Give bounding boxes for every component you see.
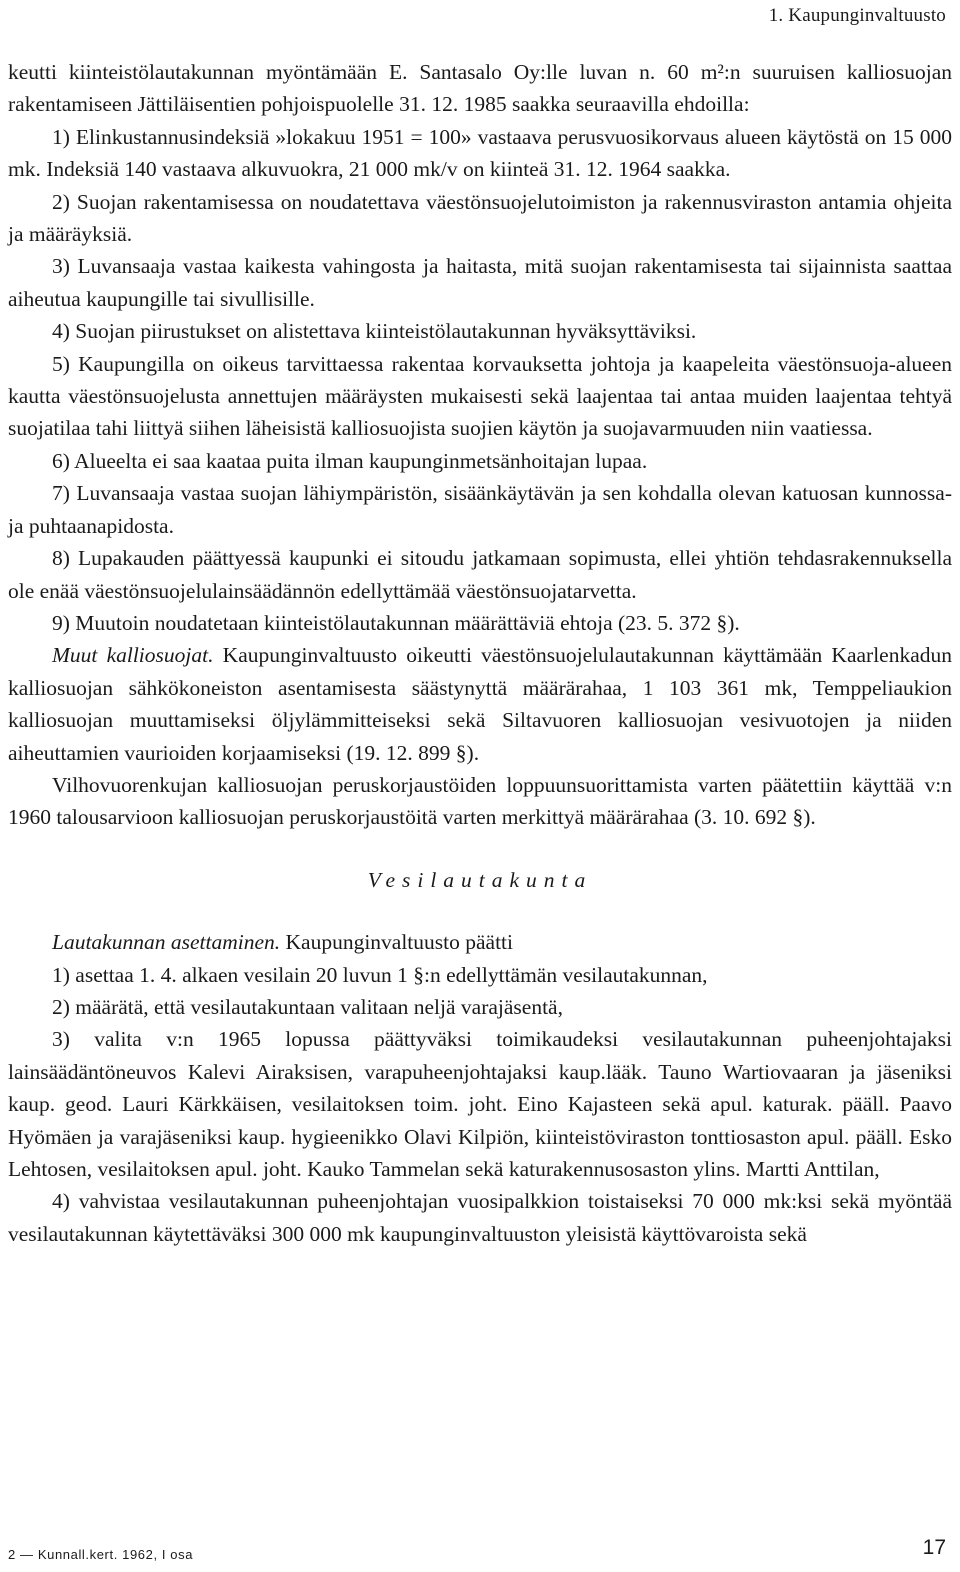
paragraph-vilhovuorenkuja: Vilhovuorenkujan kalliosuojan peruskorjaustöiden loppuunsuorittamista varten päätettiin käyttää v:n 1960 talousarvioon kalliosuojan peruskorjaustöitä varten merkittyä määrärahaa (3. 10. 692 §). [8,772,952,830]
page-number: 17 [922,1536,946,1559]
decision-4: 4) vahvistaa vesilautakunnan puheenjohtajan vuosipalkkion toistaiseksi 70 000 mk:ksi sekä myöntää vesilautakunnan käytettäväksi 300 000 mk kaupunginvaltuuston yleisistä käyttövaroista sekä [8,1189,952,1246]
paragraph-body: Kaupunginvaltuusto päätti [280,930,514,955]
footer-source-note: 2 — Kunnall.kert. 1962, I osa [8,1547,194,1562]
condition-8: 8) Lupakauden päättyessä kaupunki ei sitoudu jatkamaan sopimusta, ellei yhtiön tehdasrakennuksella ole enää väestönsuojelulainsäädännön edellyttämää väestönsuojatarvetta. [8,546,952,603]
document-body [8,56,952,1250]
paragraph-body: Kaupunginvaltuusto oikeutti väestönsuojelulautakunnan käyttämään Kaarlenkadun kalliosuojan sähkökoneiston asentamisesta säästynyttä määrärahaa, 1 103 361 mk, Temppeliaukion kalliosuojan muuttamiseksi öljylämmitteiseksi sekä Siltavuoren kalliosuojan vesivuotojen ja niiden aiheuttamien vaurioiden korjaamiseksi (19. 12. 899 §). [8,643,952,765]
paragraph-lautakunnan-asettaminen [8,926,952,958]
condition-4: 4) Suojan piirustukset on alistettava kiinteistölautakunnan hyväksyttäviksi. [52,319,697,344]
section-title: Vesilautakunta [367,867,593,892]
condition-5: 5) Kaupungilla on oikeus tarvittaessa rakentaa korvauksetta johtoja ja kaapeleita väestönsuoja-alueen kautta väestönsuojelusta annettujen määräysten mukaisesti sekä laajentaa tai antaa muiden laajentaa tehtyä suojatilaa tahi liittyä siihen läheisistä kalliosuojista suojien käytön ja suojavarmuuden niin vaatiessa. [8,351,952,441]
paragraph-continuation: keutti kiinteistölautakunnan myöntämään E. Santasalo Oy:lle luvan n. 60 m²:n suuruisen kalliosuojan rakentamiseen Jättiläisentien pohjoispuolelle 31. 12. 1985 saakka seuraavilla ehdoilla: [8,60,952,117]
decision-2: 2) määrätä, että vesilautakuntaan valitaan neljä varajäsentä, [52,994,563,1019]
paragraph-heading: Muut kalliosuojat. [52,643,214,668]
condition-3: 3) Luvansaaja vastaa kaikesta vahingosta ja haitasta, mitä suojan rakentamisesta tai sijainnista saattaa aiheutua kaupungille tai sivullisille. [8,254,952,311]
condition-2: 2) Suojan rakentamisessa on noudatettava väestönsuojelutoimiston ja rakennusviraston antamia ohjeita ja määräyksiä. [8,189,952,247]
running-header: 1. Kaupunginvaltuusto [768,5,946,26]
condition-9: 9) Muutoin noudatetaan kiinteistölautakunnan määrättäviä ehtoja (23. 5. 372 §). [52,610,740,635]
paragraph-heading: Lautakunnan asettaminen. [52,930,281,955]
condition-6: 6) Alueelta ei saa kaataa puita ilman kaupunginmetsänhoitajan lupaa. [52,448,648,473]
condition-7: 7) Luvansaaja vastaa suojan lähiympäristön, sisäänkäytävän ja sen kohdalla olevan katuosan kunnossa- ja puhtaanapidosta. [8,481,952,538]
decision-3: 3) valita v:n 1965 lopussa päättyväksi toimikaudeksi vesilautakunnan puheenjohtajaksi lainsäädäntöneuvos Kalevi Airaksisen, varapuheenjohtajaksi kaup.lääk. Tauno Wartiovaaran ja jäseniksi kaup. geod. Lauri Kärkkäisen, vesilaitoksen toim. joht. Eino Kajasteen sekä apul. katurak. pääll. Paavo Hyömäen ja varajäseniksi kaup. hygieenikko Olavi Kilpiön, kiinteistöviraston tonttiosaston apul. pääll. Esko Lehtosen, vesilaitoksen apul. joht. Kauko Tammelan sekä katurakennusosaston ylins. Martti Anttilan, [8,1027,952,1181]
paragraph-muut-kalliosuojat [8,639,952,769]
condition-1: 1) Elinkustannusindeksiä »lokakuu 1951 = 100» vastaava perusvuosikorvaus alueen käytöstä on 15 000 mk. Indeksiä 140 vastaava alkuvuokra, 21 000 mk/v on kiinteä 31. 12. 1964 saakka. [8,124,952,182]
decision-1: 1) asettaa 1. 4. alkaen vesilain 20 luvun 1 §:n edellyttämän vesilautakunnan, [52,962,708,987]
